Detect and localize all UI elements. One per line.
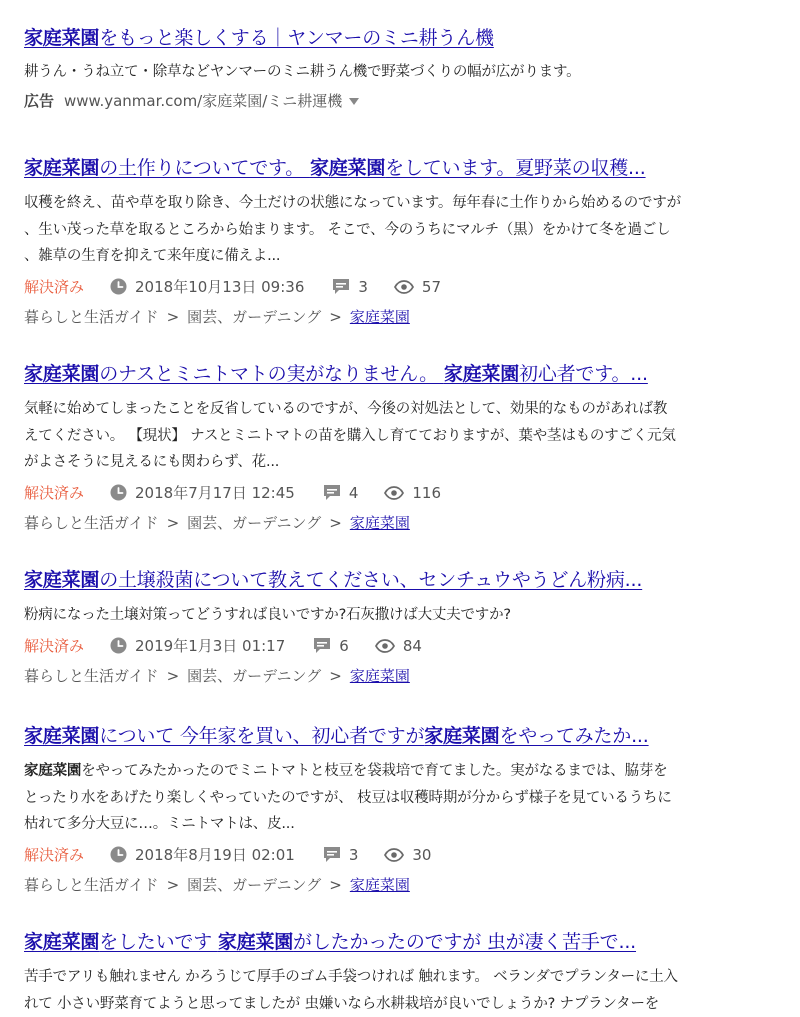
- post-date: 2019年1月3日 01:17: [135, 635, 285, 656]
- breadcrumb-link[interactable]: 家庭菜園: [350, 665, 410, 686]
- result-meta: [24, 272, 786, 302]
- title-text: のナスとミニトマトの実がなりません。: [99, 363, 444, 385]
- comment-count: 6: [339, 637, 349, 655]
- breadcrumb-link[interactable]: 家庭菜園: [350, 512, 410, 533]
- post-date: 2018年10月13日 09:36: [135, 276, 304, 297]
- breadcrumb-separator: >: [329, 308, 342, 326]
- comment-icon: [323, 484, 341, 501]
- comment-icon: [323, 846, 341, 863]
- view-count: 57: [422, 278, 441, 296]
- view-count: 84: [403, 637, 422, 655]
- result-item: [24, 929, 786, 1017]
- view-count: 30: [412, 846, 431, 864]
- clock-icon: [110, 278, 127, 295]
- result-snippet: [24, 190, 786, 270]
- result-item: [24, 155, 786, 332]
- comment-count-item: [332, 278, 368, 296]
- comment-count: 4: [349, 484, 359, 502]
- snippet-line: 苦手でアリも触れません かろうじて厚手のゴム手袋つければ 触れます。 ベランダでプランターに土入: [24, 964, 786, 991]
- breadcrumb-item[interactable]: 園芸、ガーデニング: [187, 665, 321, 686]
- title-keyword: 家庭菜園: [310, 157, 385, 179]
- snippet-line: 枯れて多分大豆に…。ミニトマトは、皮...: [24, 811, 786, 838]
- breadcrumb-item[interactable]: 園芸、ガーデニング: [187, 306, 321, 327]
- breadcrumb-separator: >: [329, 514, 342, 532]
- result-meta: [24, 840, 786, 870]
- snippet-line: 収穫を終え、苗や草を取り除き、今土だけの状態になっています。毎年春に土作りから始めるのですが: [24, 190, 786, 217]
- eye-icon: [375, 639, 395, 653]
- comment-count: 3: [349, 846, 359, 864]
- view-count-item: [394, 278, 441, 296]
- result-snippet: [24, 602, 786, 629]
- eye-icon: [394, 280, 414, 294]
- title-keyword: 家庭菜園: [444, 363, 519, 385]
- ad-url-row: [24, 90, 786, 111]
- breadcrumb-item[interactable]: 暮らしと生活ガイド: [24, 665, 159, 686]
- breadcrumb-item[interactable]: 暮らしと生活ガイド: [24, 306, 159, 327]
- date-item: [110, 635, 285, 656]
- status-badge[interactable]: 解決済み: [24, 635, 84, 656]
- result-item: [24, 567, 786, 691]
- view-count-item: [375, 637, 422, 655]
- title-text: の土壌殺菌について教えてください、センチュウやうどん粉病...: [99, 569, 642, 591]
- title-keyword: 家庭菜園: [24, 569, 99, 591]
- result-meta: [24, 478, 786, 508]
- snippet-line: がよさそうに見えるにも関わらず、花...: [24, 449, 786, 476]
- result-item: [24, 361, 786, 538]
- result-item: [24, 723, 786, 900]
- ad-title-link[interactable]: [24, 25, 786, 51]
- title-keyword: 家庭菜園: [24, 725, 99, 747]
- breadcrumb-item[interactable]: 暮らしと生活ガイド: [24, 874, 159, 895]
- result-meta: [24, 631, 786, 661]
- clock-icon: [110, 484, 127, 501]
- breadcrumb-separator: >: [167, 308, 180, 326]
- post-date: 2018年7月17日 12:45: [135, 482, 295, 503]
- comment-count-item: [323, 484, 359, 502]
- breadcrumb-separator: >: [329, 667, 342, 685]
- breadcrumb: [24, 508, 786, 538]
- title-text: がしたかったのですが 虫が凄く苦手で...: [293, 931, 636, 953]
- snippet-line: 気軽に始めてしまったことを反省しているのですが、今後の対処法として、効果的なものがあれば教: [24, 396, 786, 423]
- date-item: [110, 844, 295, 865]
- ad-title-text: をもっと楽しくする｜ヤンマーのミニ耕うん機: [99, 27, 494, 49]
- ad-title-keyword: 家庭菜園: [24, 27, 99, 49]
- comment-count-item: [323, 846, 359, 864]
- result-title-link[interactable]: [24, 723, 786, 749]
- title-text: の土作りについてです。: [99, 157, 310, 179]
- date-item: [110, 482, 295, 503]
- comment-count: 3: [358, 278, 368, 296]
- view-count-item: [384, 484, 441, 502]
- date-item: [110, 276, 304, 297]
- breadcrumb-link[interactable]: 家庭菜園: [350, 874, 410, 895]
- breadcrumb: [24, 302, 786, 332]
- title-text: をやってみたか...: [499, 725, 648, 747]
- ad-url: www.yanmar.com/家庭菜園/ミニ耕運機: [64, 90, 342, 111]
- title-keyword: 家庭菜園: [424, 725, 499, 747]
- status-badge[interactable]: 解決済み: [24, 276, 84, 297]
- post-date: 2018年8月19日 02:01: [135, 844, 295, 865]
- view-count: 116: [412, 484, 441, 502]
- snippet-line: 家庭菜園をやってみたかったのでミニトマトと枝豆を袋栽培で育てました。実がなるまでは、脇芽を: [24, 758, 786, 785]
- ad-label: 広告: [24, 90, 54, 111]
- breadcrumb-separator: >: [167, 514, 180, 532]
- comment-icon: [313, 637, 331, 654]
- snippet-line: れて 小さい野菜育てようと思ってましたが 虫嫌いなら水耕栽培が良いでしょうか? ナプランターを: [24, 991, 786, 1017]
- result-title-link[interactable]: [24, 155, 786, 181]
- comment-count-item: [313, 637, 349, 655]
- title-keyword: 家庭菜園: [218, 931, 293, 953]
- result-title-link[interactable]: [24, 929, 786, 955]
- result-title-link[interactable]: [24, 361, 786, 387]
- view-count-item: [384, 846, 431, 864]
- ad-snippet: 耕うん・うね立て・除草などヤンマーのミニ耕うん機で野菜づくりの幅が広がります。: [24, 59, 786, 86]
- eye-icon: [384, 486, 404, 500]
- title-text: 初心者です。...: [519, 363, 648, 385]
- snippet-line: えてください。 【現状】 ナスとミニトマトの苗を購入し育てておりますが、葉や茎はものすごく元気: [24, 423, 786, 450]
- breadcrumb: [24, 870, 786, 900]
- status-badge[interactable]: 解決済み: [24, 844, 84, 865]
- title-text: をしています。夏野菜の収穫...: [385, 157, 645, 179]
- title-keyword: 家庭菜園: [24, 157, 99, 179]
- dropdown-triangle-icon[interactable]: [349, 98, 359, 105]
- comment-icon: [332, 278, 350, 295]
- snippet-line: とったり水をあげたり楽しくやっていたのですが、 枝豆は収穫時期が分からず様子を見ているうちに: [24, 785, 786, 812]
- snippet-line: 、雑草の生育を抑えて来年度に備えよ...: [24, 243, 786, 270]
- breadcrumb-item[interactable]: 園芸、ガーデニング: [187, 512, 321, 533]
- ad-result: [24, 25, 786, 111]
- title-keyword: 家庭菜園: [24, 363, 99, 385]
- result-title-link[interactable]: [24, 567, 786, 593]
- snippet-line: 粉病になった土壌対策ってどうすれば良いですか?石灰撒けば大丈夫ですか?: [24, 602, 786, 629]
- title-text: をしたいです: [99, 931, 218, 953]
- status-badge[interactable]: 解決済み: [24, 482, 84, 503]
- breadcrumb-separator: >: [167, 876, 180, 894]
- breadcrumb-item[interactable]: 暮らしと生活ガイド: [24, 512, 159, 533]
- snippet-line: 、生い茂った草を取るところから始まります。 そこで、今のうちにマルチ（黒）をかけて冬を過ごし: [24, 217, 786, 244]
- clock-icon: [110, 637, 127, 654]
- breadcrumb-separator: >: [329, 876, 342, 894]
- result-snippet: [24, 396, 786, 476]
- title-keyword: 家庭菜園: [24, 931, 99, 953]
- result-snippet: [24, 964, 786, 1017]
- breadcrumb-separator: >: [167, 667, 180, 685]
- result-snippet: [24, 758, 786, 838]
- clock-icon: [110, 846, 127, 863]
- eye-icon: [384, 848, 404, 862]
- breadcrumb: [24, 661, 786, 691]
- snippet-keyword: 家庭菜園: [24, 763, 81, 779]
- breadcrumb-item[interactable]: 園芸、ガーデニング: [187, 874, 321, 895]
- title-text: について 今年家を買い、初心者ですが: [99, 725, 424, 747]
- breadcrumb-link[interactable]: 家庭菜園: [350, 306, 410, 327]
